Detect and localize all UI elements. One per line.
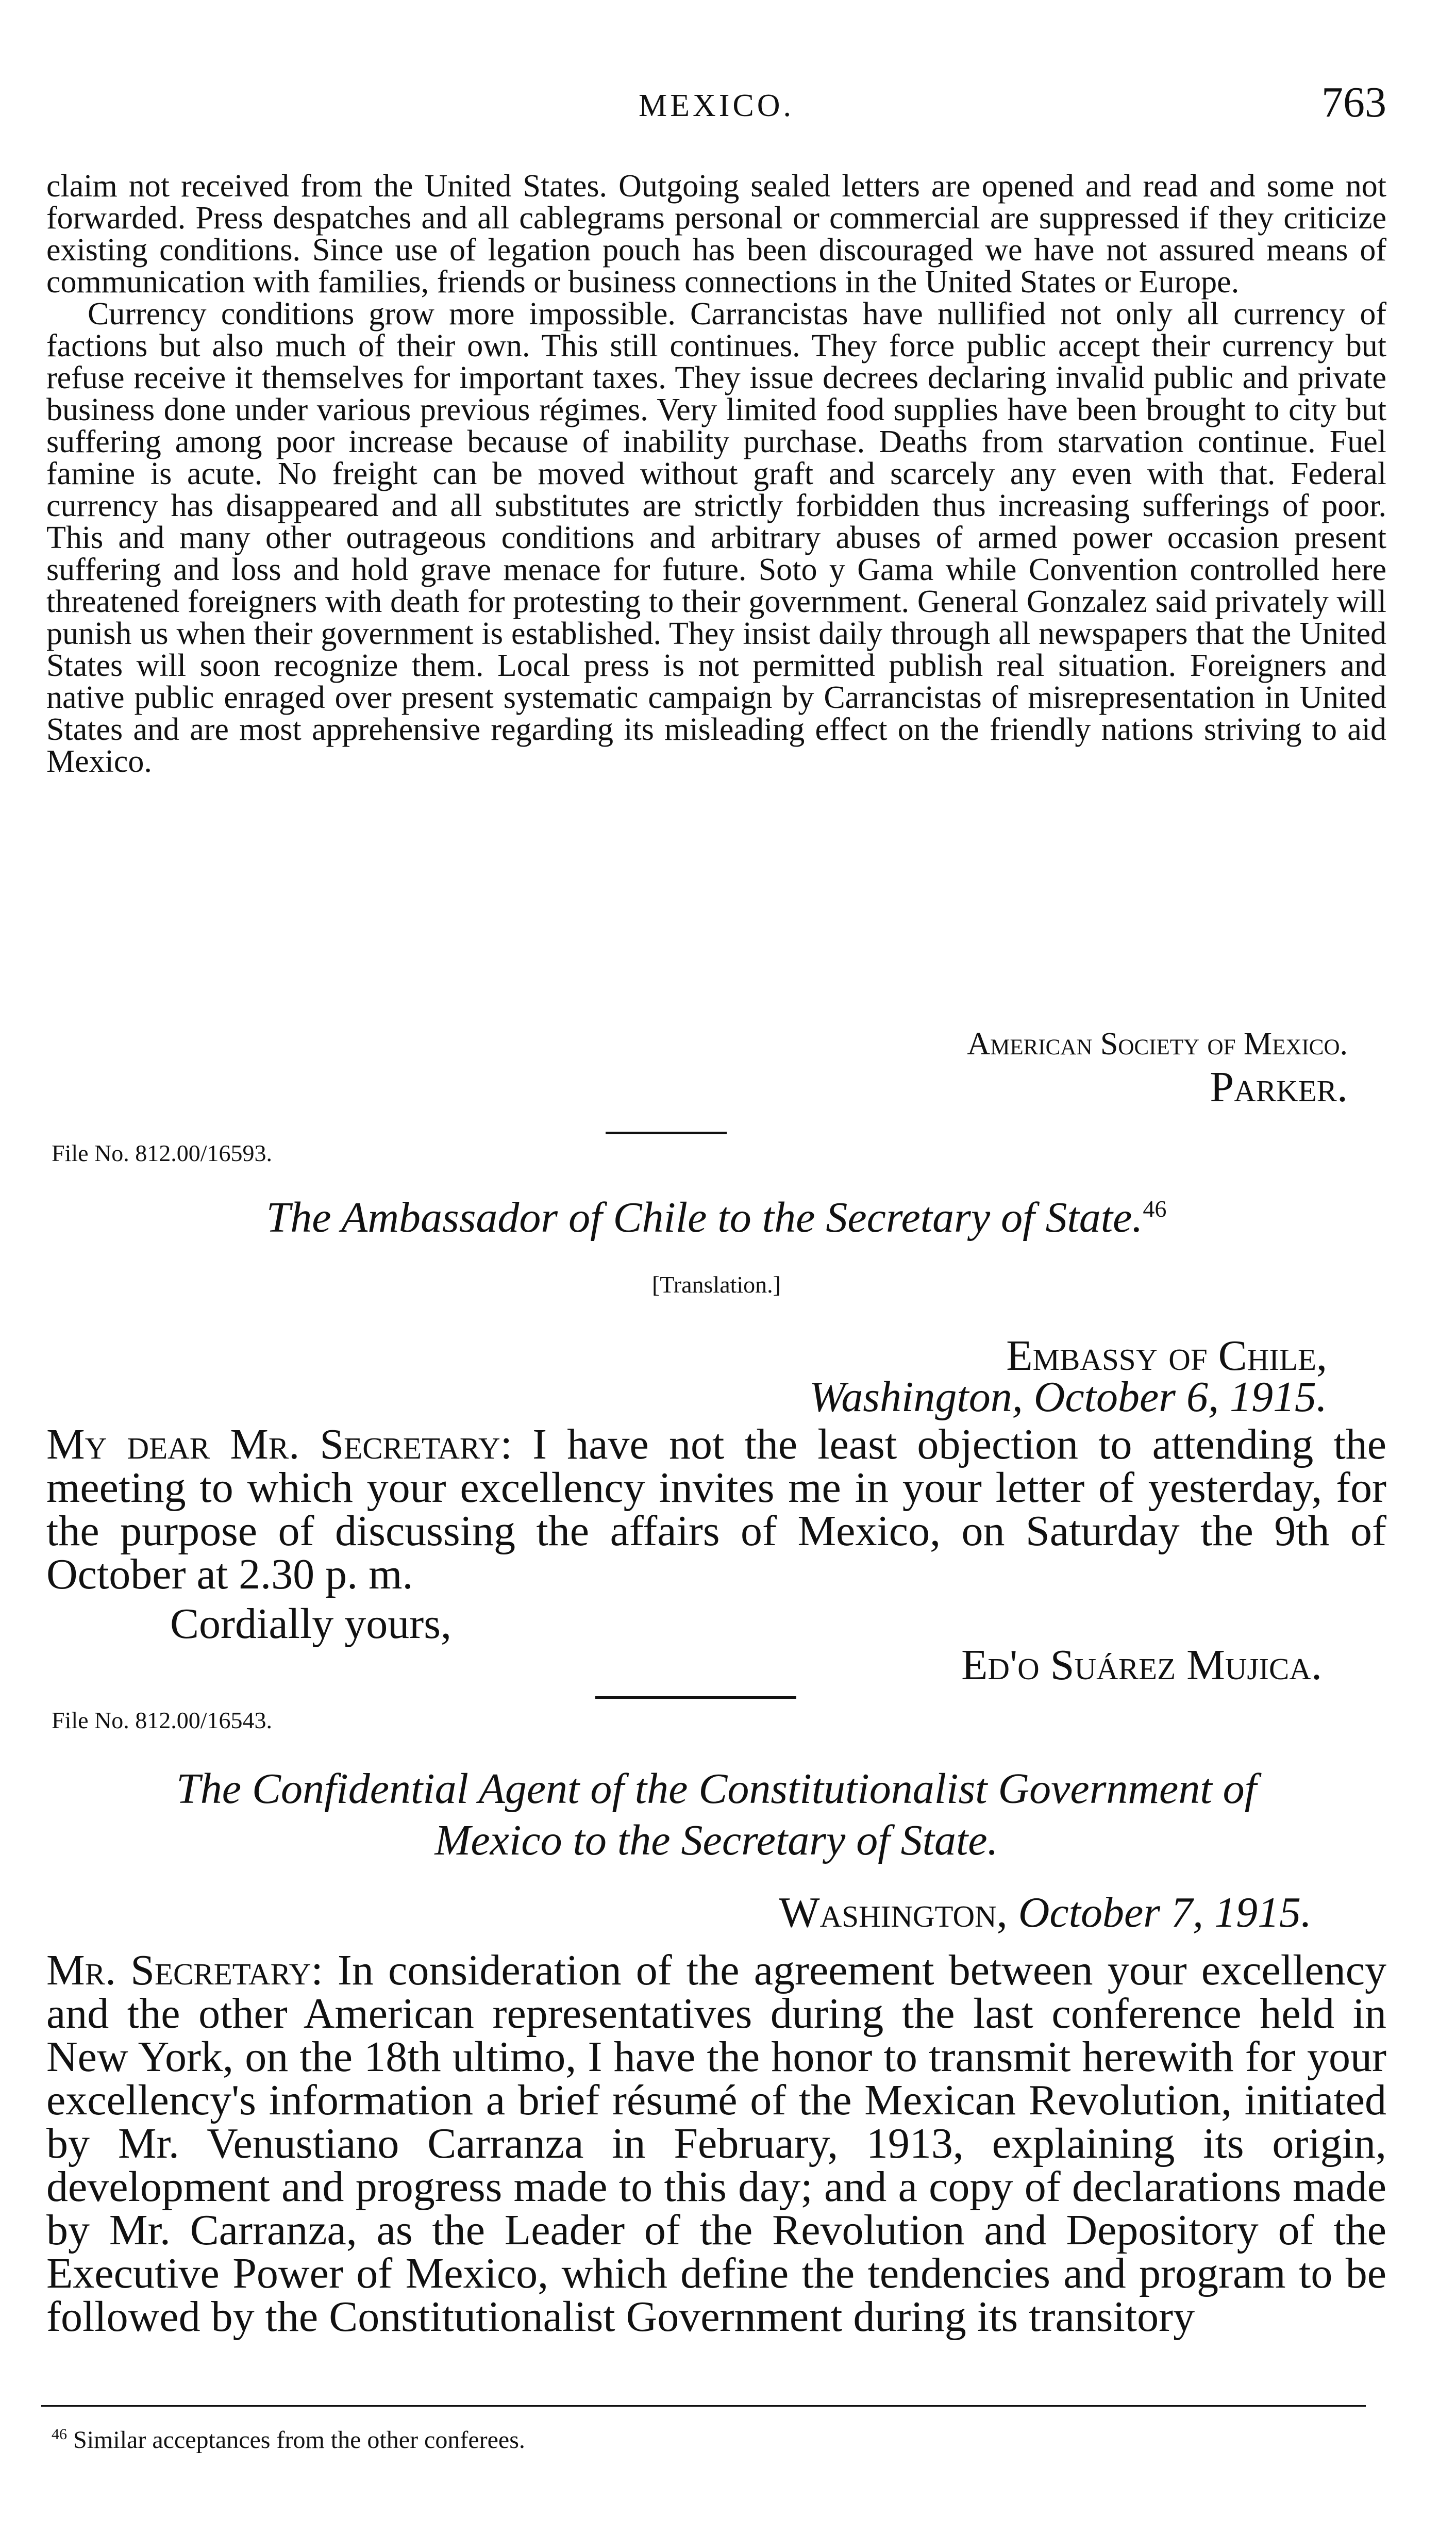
closing: Cordially yours, <box>170 1600 451 1648</box>
footnote <box>52 2426 525 2454</box>
salutation: Mr. Secretary: <box>46 1946 323 1994</box>
document-title-text: The Ambassador of Chile to the Secretary of State. <box>266 1194 1143 1241</box>
paragraph <box>46 1420 1386 1598</box>
paragraph: Currency conditions grow more impossible. Carrancistas have nullified not only all currency of factions but also much of their own. This still continues. They force public accept their currency but refuse receive it themselves for important taxes. They issue decrees declaring invalid public and private business done under various previous régimes. Very limited food supplies have been brought to city but suffering among poor increase because of inability purchase. Deaths from starvation continue. Fuel famine is acute. No freight can be moved without graft and scarcely any even with that. Federal currency has disappeared and all substitutes are strictly forbidden thus increasing sufferings of poor. This and many other outrageous conditions and arbitrary abuses of armed power occasion present suffering and loss and hold grave menace for future. Soto y Gama while Convention controlled here threatened foreigners with death for protesting to their government. General Gonzalez said privately will punish us when their government is established. They insist daily through all newspapers that the United States will soon recognize them. Local press is not permitted publish real situation. Foreigners and native public enraged over present systematic campaign by Carrancistas of misrepresentation in United States and are most apprehensive regarding its misleading effect on the friendly nations striving to aid Mexico. <box>46 296 1386 779</box>
salutation: My dear Mr. Secretary: <box>46 1420 512 1468</box>
footnote-number: 46 <box>52 2426 67 2443</box>
letter-text: I have not the least objection to attending the meeting to which your excellency invites me in your letter of yesterday, for the purpose of discussing the affairs of Mexico, on Saturday the 9th of October at 2.30 p. m. <box>46 1420 1386 1598</box>
section-divider <box>595 1696 796 1699</box>
paragraph <box>46 1946 1386 2341</box>
dateline-place: Washington, <box>779 1889 1008 1936</box>
footnote-reference: 46 <box>1143 1196 1167 1222</box>
paragraph: claim not received from the United States. Outgoing sealed letters are opened and read and some not forwarded. Press despatches and all cablegrams personal or commercial are suppressed if they criticize existing conditions. Since use of legation pouch has been discouraged we have not assured means of communication with families, friends or business connections in the United States or Europe. <box>46 169 1386 300</box>
document-title <box>46 1763 1386 1866</box>
letter-text: In consideration of the agreement between your excellency and the other American representatives during the last conference held in New York, on the 18th ultimo, I have the honor to transmit herewith for your excellency's information a brief résumé of the Mexican Revolution, initiated by Mr. Venustiano Carranza in February, 1913, explaining its origin, development and progress made to this day; and a copy of declarations made by Mr. Carranza, as the Leader of the Revolution and Depository of the Executive Power of Mexico, which define the tendencies and program to be followed by the Constitutionalist Government during its transitory <box>46 1946 1386 2341</box>
dateline <box>779 1887 1312 1939</box>
footnote-text: Similar acceptances from the other conferees. <box>73 2426 525 2454</box>
footnote-rule <box>41 2405 1366 2407</box>
running-head: MEXICO. <box>638 88 795 123</box>
page-number: 763 <box>1321 78 1386 126</box>
letter-body <box>46 1420 1386 1598</box>
page-header <box>46 77 1386 134</box>
place-line: Embassy of Chile, <box>1006 1332 1327 1380</box>
signature-name: Parker. <box>1210 1063 1348 1111</box>
title-line: The Confidential Agent of the Constitutionalist Government of <box>176 1765 1257 1813</box>
signature: Ed'o Suárez Mujica. <box>961 1641 1322 1689</box>
telegram-continuation <box>46 170 1386 777</box>
title-line: Mexico to the Secretary of State. <box>434 1816 998 1864</box>
document-title <box>46 1183 1386 1244</box>
date-line: Washington, October 6, 1915. <box>809 1373 1327 1421</box>
file-number: File No. 812.00/16593. <box>52 1140 273 1166</box>
signature-organization: American Society of Mexico. <box>967 1027 1348 1062</box>
dateline-date: October 7, 1915. <box>1018 1889 1312 1936</box>
letter-body <box>46 1946 1386 2341</box>
file-number: File No. 812.00/16543. <box>52 1707 273 1733</box>
section-divider <box>606 1132 727 1134</box>
translation-note: [Translation.] <box>651 1271 781 1298</box>
